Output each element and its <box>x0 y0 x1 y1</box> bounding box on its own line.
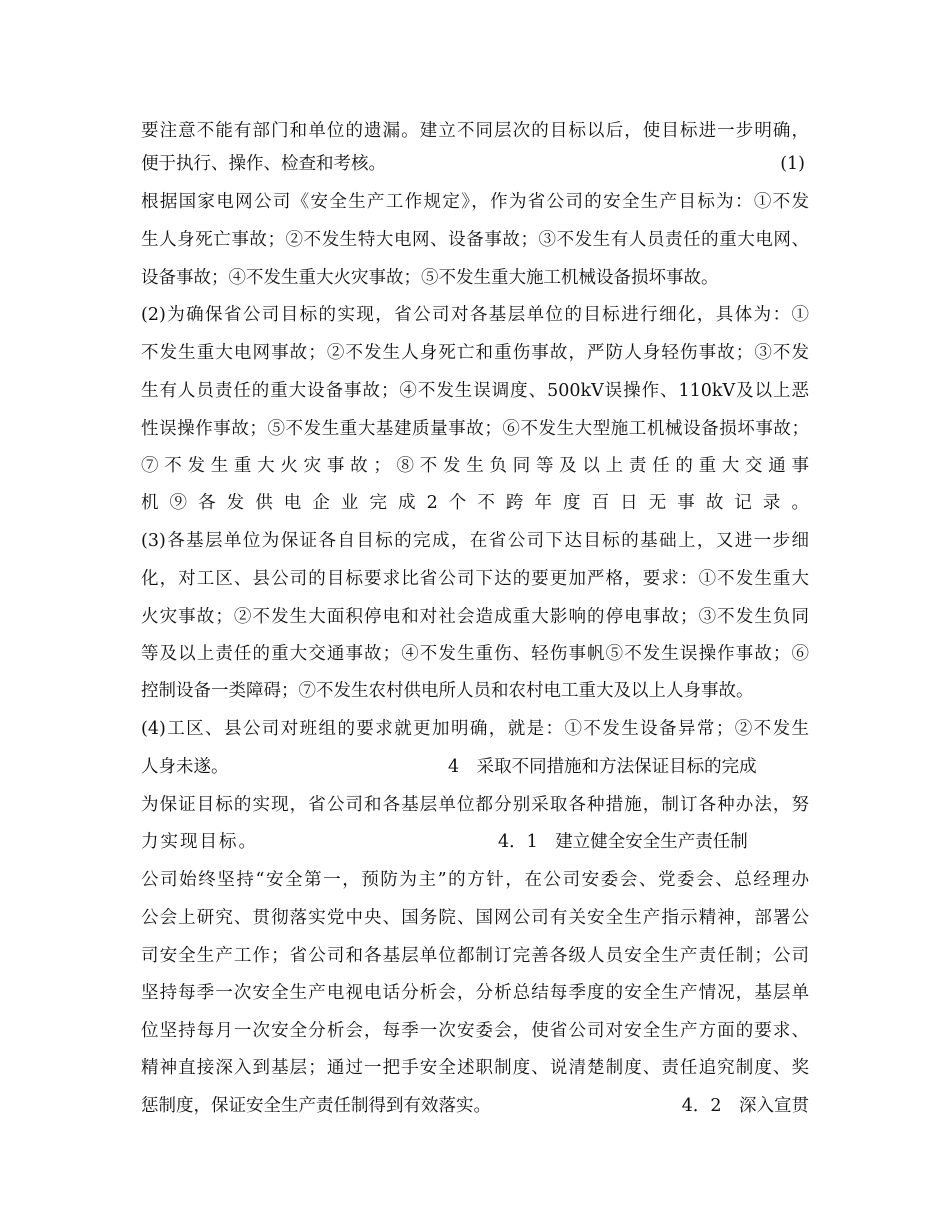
section-number: (1) <box>780 154 805 174</box>
section-heading: 4．2 深入宣贯 <box>681 1096 809 1116</box>
paragraph-line <box>141 831 809 853</box>
paragraph-line: 生有人员责任的重大设备事故；④不发生误调度、500kV误操作、110kV及以上恶 <box>141 381 809 401</box>
paragraph-line <box>141 1095 809 1117</box>
paragraph-line: 根据国家电网公司《安全生产工作规定》，作为省公司的安全生产目标为：①不发 <box>141 192 809 212</box>
paragraph-line: 坚持每季一次安全生产电视电话分析会，分析总结每季度的安全生产情况，基层单 <box>141 983 809 1003</box>
text-segment: 力实现目标。 <box>141 832 258 852</box>
text-segment: 人身未遂。 <box>141 757 229 777</box>
paragraph-line: (4)工区、县公司对班组的要求就更加明确，就是：①不发生设备异常；②不发生 <box>141 719 809 739</box>
paragraph-line: ⑦不发生重大火灾事故；⑧不发生负同等及以上责任的重大交通事 <box>141 456 809 476</box>
paragraph-line: (3)各基层单位为保证各自目标的完成，在省公司下达目标的基础上，又进一步细 <box>141 531 809 551</box>
section-heading: 4 采取不同措施和方法保证目标的完成 <box>448 757 757 777</box>
paragraph-line: 公会上研究、贯彻落实党中央、国务院、国网公司有关安全生产指示精神，部署公 <box>141 908 809 928</box>
paragraph-line <box>141 756 809 778</box>
section-heading: 4．1 建立健全安全生产责任制 <box>498 832 748 852</box>
paragraph-line: 等及以上责任的重大交通事故；④不发生重伤、轻伤事帆⑤不发生误操作事故；⑥ <box>141 644 809 664</box>
paragraph-line: 为保证目标的实现，省公司和各基层单位都分别采取各种措施，制订各种办法，努 <box>141 795 809 815</box>
paragraph-line <box>141 153 809 175</box>
paragraph-line: 要注意不能有部门和单位的遗漏。建立不同层次的目标以后，使目标进一步明确， <box>141 121 809 141</box>
paragraph-line: 控制设备一类障碍；⑦不发生农村供电所人员和农村电工重大及以上人身事故。 <box>141 681 754 701</box>
paragraph-line: 生人身死亡事故；②不发生特大电网、设备事故；③不发生有人员责任的重大电网、 <box>141 230 809 250</box>
paragraph-line: 设备事故；④不发生重大火灾事故；⑤不发生重大施工机械设备损坏事故。 <box>141 268 719 288</box>
paragraph-line: 公司始终坚持“安全第一，预防为主”的方针，在公司安委会、党委会、总经理办 <box>141 870 809 890</box>
paragraph-line: 机⑨各发供电企业完成2个不跨年度百日无事故记录。 <box>141 493 809 513</box>
paragraph-line: 精神直接深入到基层；通过一把手安全述职制度、说清楚制度、责任追究制度、奖 <box>141 1058 809 1078</box>
paragraph-line: 司安全生产工作；省公司和各基层单位都制订完善各级人员安全生产责任制；公司 <box>141 946 809 966</box>
paragraph-line: 性误操作事故；⑤不发生重大基建质量事故；⑥不发生大型施工机械设备损坏事故； <box>141 419 809 439</box>
paragraph-line: (2)为确保省公司目标的实现，省公司对各基层单位的目标进行细化，具体为：① <box>141 305 809 325</box>
paragraph-line: 化，对工区、县公司的目标要求比省公司下达的要更加严格，要求：①不发生重大 <box>141 569 809 589</box>
text-segment: 便于执行、操作、检查和考核。 <box>141 154 386 174</box>
text-segment: 惩制度，保证安全生产责任制得到有效落实。 <box>141 1096 491 1116</box>
paragraph-line: 位坚持每月一次安全分析会，每季一次安委会，使省公司对安全生产方面的要求、 <box>141 1021 809 1041</box>
paragraph-line: 不发生重大电网事故；②不发生人身死亡和重伤事故，严防人身轻伤事故；③不发 <box>141 343 809 363</box>
paragraph-line: 火灾事故；②不发生大面积停电和对社会造成重大影响的停电事故；③不发生负同 <box>141 607 809 627</box>
